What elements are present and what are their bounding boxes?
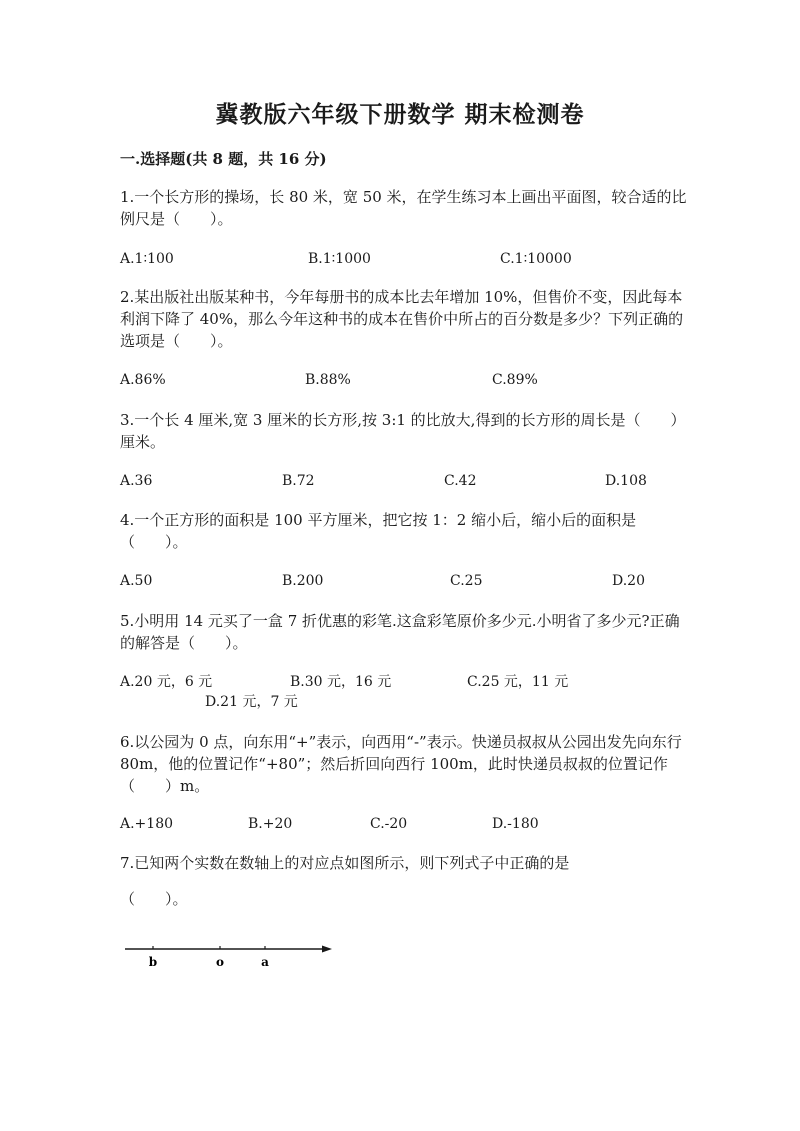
number-line-figure: [120, 938, 340, 974]
q3-option-c: C.42: [444, 473, 477, 489]
page-title: 冀教版六年级下册数学 期末检测卷: [215, 101, 585, 128]
q5-option-c: C.25 元，11 元: [467, 674, 569, 690]
q2-option-a: A.86%: [120, 372, 166, 388]
question-4-stem: 4.一个正方形的面积是 100 平方厘米，把它按 1：2 缩小后，缩小后的面积是（ ）。: [120, 511, 637, 551]
q4-option-b: B.200: [282, 573, 324, 589]
q1-option-b: B.1∶1000: [308, 251, 371, 267]
q6-option-a: A.+180: [120, 816, 174, 832]
question-1-stem: 1.一个长方形的操场，长 80 米，宽 50 米，在学生练习本上画出平面图，较合适的比例尺是（ ）。: [120, 188, 687, 228]
q5-option-b: B.30 元，16 元: [290, 674, 392, 690]
q3-option-a: A.36: [120, 473, 153, 489]
q4-option-a: A.50: [120, 573, 153, 589]
question-7-stem-cont: （ ）。: [120, 890, 188, 908]
q1-option-c: C.1∶10000: [500, 251, 572, 267]
q4-option-c: C.25: [450, 573, 483, 589]
question-7-stem: 7.已知两个实数在数轴上的对应点如图所示，则下列式子中正确的是: [120, 854, 570, 872]
q6-option-d: D.-180: [492, 816, 539, 832]
q4-option-d: D.20: [612, 573, 645, 589]
q3-option-d: D.108: [605, 473, 647, 489]
arrow-right-icon: [322, 946, 332, 953]
question-2-stem: 2.某出版社出版某种书，今年每册书的成本比去年增加 10%，但售价不变，因此每本利润下降了 40%，那么今年这种书的成本在售价中所占的百分数是多少？下列正确的选项是（ ）。: [120, 288, 684, 350]
axis-label-a: a: [261, 955, 269, 969]
q1-option-a: A.1∶100: [120, 251, 174, 267]
question-6-stem: 6.以公园为 0 点，向东用“+”表示，向西用“-”表示。快递员叔叔从公园出发先向东行 80m，他的位置记作“+80”；然后折回向西行 100m，此时快递员叔叔的位置记作（ ）m。: [120, 733, 682, 795]
section-heading: 一.选择题(共 8 题，共 16 分): [120, 150, 327, 168]
axis-label-b: b: [148, 955, 158, 969]
q6-option-b: B.+20: [248, 816, 293, 832]
q2-option-b: B.88%: [305, 372, 351, 388]
axis-label-o: o: [215, 955, 225, 969]
q6-option-c: C.-20: [370, 816, 408, 832]
question-3-stem: 3.一个长 4 厘米,宽 3 厘米的长方形,按 3:1 的比放大,得到的长方形的周长是（ ）厘米。: [120, 411, 686, 451]
q3-option-b: B.72: [282, 473, 315, 489]
q5-option-a: A.20 元，6 元: [120, 674, 213, 690]
q5-option-d: D.21 元，7 元: [205, 694, 298, 710]
q2-option-c: C.89%: [492, 372, 538, 388]
question-5-stem: 5.小明用 14 元买了一盒 7 折优惠的彩笔.这盒彩笔原价多少元.小明省了多少元?正确的解答是（ ）。: [120, 612, 680, 652]
